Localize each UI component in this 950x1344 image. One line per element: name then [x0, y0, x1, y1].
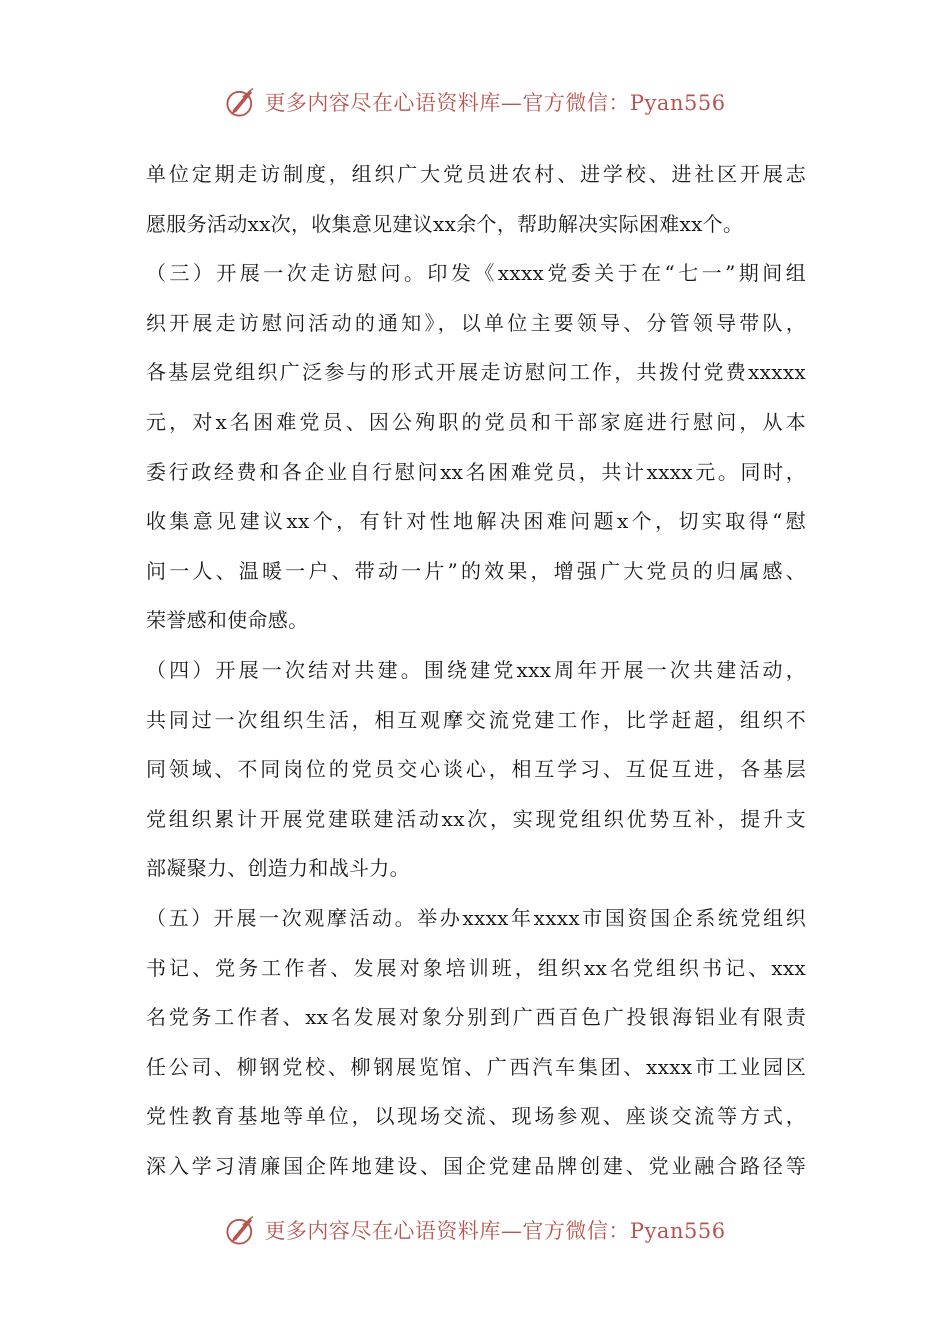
text-line: 部凝聚力、创造力和战斗力。: [146, 856, 410, 881]
paragraph-2: [146, 249, 806, 646]
text-line: 任公司、柳钢党校、柳钢展览馆、广西汽车集团、xxxx市工业园区: [146, 1054, 806, 1079]
text-line: 同领域、不同岗位的党员交心谈心，相互学习、互促互进，各基层: [146, 757, 806, 782]
text-line: 收集意见建议xx个，有针对性地解决困难问题x个，切实取得“慰: [146, 509, 806, 534]
text-line: （四）开展一次结对共建。围绕建党xxx周年开展一次共建活动，: [146, 657, 806, 682]
footer-banner-text: 更多内容尽在心语资料库—官方微信：Pyan556: [264, 1219, 726, 1243]
text-line: 织开展走访慰问活动的通知》，以单位主要领导、分管领导带队，: [146, 310, 806, 335]
text-line: 书记、党务工作者、发展对象培训班，组织xx名党组织书记、xxx: [146, 955, 806, 980]
text-line: 党组织累计开展党建联建活动xx次，实现党组织优势互补，提升支: [146, 806, 806, 831]
text-line: 委行政经费和各企业自行慰问xx名困难党员，共计xxxx元。同时，: [146, 459, 806, 484]
footer-banner: [0, 1208, 950, 1252]
header-banner: [0, 80, 950, 124]
text-line: 共同过一次组织生活，相互观摩交流党建工作，比学赶超，组织不: [146, 707, 806, 732]
text-line: 元，对x名困难党员、因公殉职的党员和干部家庭进行慰问，从本: [146, 409, 806, 434]
paragraph-3: [146, 646, 806, 894]
text-line: 各基层党组织广泛参与的形式开展走访慰问工作，共拨付党费xxxxx: [146, 360, 806, 385]
quill-pen-icon: [224, 1213, 258, 1247]
text-line: 党性教育基地等单位，以现场交流、现场参观、座谈交流等方式，: [146, 1104, 806, 1129]
text-line: （三）开展一次走访慰问。印发《xxxx党委关于在“七一”期间组: [146, 261, 806, 286]
header-banner-text: 更多内容尽在心语资料库—官方微信：Pyan556: [264, 91, 726, 115]
text-line: （五）开展一次观摩活动。举办xxxx年xxxx市国资国企系统党组织: [146, 905, 806, 930]
text-line: 荣誉感和使命感。: [146, 608, 309, 633]
paragraph-4: [146, 894, 806, 1192]
text-line: 愿服务活动xx次，收集意见建议xx余个，帮助解决实际困难xx个。: [146, 211, 744, 236]
text-line: 深入学习清廉国企阵地建设、国企党建品牌创建、党业融合路径等: [146, 1153, 806, 1178]
text-line: 名党务工作者、xx名发展对象分别到广西百色广投银海铝业有限责: [146, 1005, 806, 1030]
text-line: 单位定期走访制度，组织广大党员进农村、进学校、进社区开展志: [146, 162, 806, 186]
text-line: 问一人、温暖一户、带动一片”的效果，增强广大党员的归属感、: [146, 558, 806, 583]
paragraph-1: [146, 150, 806, 249]
quill-pen-icon: [224, 85, 258, 119]
document-body: [146, 150, 806, 1191]
